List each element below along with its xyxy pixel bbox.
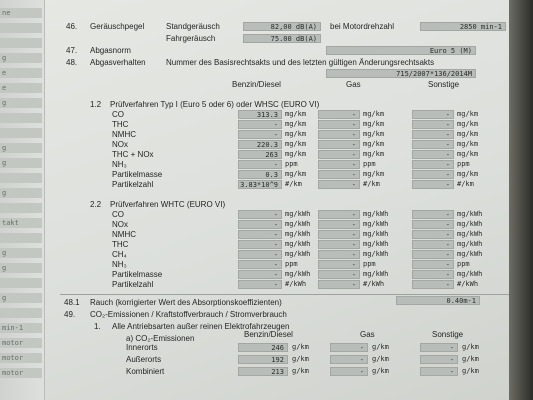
- row-label: THC: [112, 120, 129, 129]
- strip-cell: [0, 278, 42, 288]
- sonstige-value: -: [412, 130, 454, 139]
- benzin-unit: mg/kWh: [285, 240, 311, 248]
- exhaust-behaviour-label: Abgasverhalten: [90, 58, 146, 67]
- emission-standard-value: Euro 5 (M): [326, 46, 476, 55]
- benzin-unit: mg/km: [285, 170, 307, 178]
- drive-noise-label: Fahrgeräusch: [166, 34, 216, 43]
- sonstige-unit: #/km: [457, 180, 474, 188]
- co2-gas-unit: g/km: [372, 343, 389, 351]
- co2-row-label: Außerorts: [126, 355, 162, 364]
- gas-value: -: [318, 280, 360, 289]
- gas-unit: mg/km: [363, 140, 385, 148]
- benzin-unit: mg/kWh: [285, 270, 311, 278]
- benzin-unit: mg/km: [285, 150, 307, 158]
- motor-speed-label: bei Motordrehzahl: [330, 22, 395, 31]
- gas-unit: mg/km: [363, 130, 385, 138]
- gas-unit: mg/kWh: [363, 230, 389, 238]
- strip-cell: g: [0, 158, 42, 168]
- co2-benzin-value: 192: [238, 355, 288, 364]
- sonstige-unit: mg/kWh: [457, 220, 483, 228]
- gas-value: -: [318, 250, 360, 259]
- co2-sonstige-unit: g/km: [462, 343, 479, 351]
- benzin-value: 3.83*10^9: [238, 180, 282, 189]
- sonstige-value: -: [412, 250, 454, 259]
- motor-speed-value: 2850 min-1: [420, 22, 506, 31]
- strip-cell: g: [0, 248, 42, 258]
- row-label: CH₄: [112, 250, 127, 259]
- strip-cell: g: [0, 143, 42, 153]
- row-label: Partikelmasse: [112, 170, 163, 179]
- gas-value: -: [318, 180, 360, 189]
- gas-unit: ppm: [363, 160, 376, 168]
- benzin-unit: mg/km: [285, 120, 307, 128]
- gas-value: -: [318, 160, 360, 169]
- gas-unit: mg/kWh: [363, 220, 389, 228]
- row-label: THC: [112, 240, 129, 249]
- sonstige-value: -: [412, 210, 454, 219]
- gas-value: -: [318, 110, 360, 119]
- sonstige-value: -: [412, 260, 454, 269]
- left-page-strip: [0, 0, 45, 400]
- row-label: NOx: [112, 220, 128, 229]
- row-label: NMHC: [112, 130, 136, 139]
- sonstige-value: -: [412, 150, 454, 159]
- benzin-value: 220.3: [238, 140, 282, 149]
- sonstige-value: -: [412, 140, 454, 149]
- co2-gas-value: -: [330, 355, 368, 364]
- co2-row-label: Kombiniert: [126, 367, 165, 376]
- row-label: CO: [112, 210, 124, 219]
- item-number: 49.: [64, 310, 76, 319]
- sonstige-value: -: [412, 170, 454, 179]
- benzin-unit: mg/km: [285, 130, 307, 138]
- item-number: 48.1: [64, 298, 80, 307]
- gas-unit: #/km: [363, 180, 380, 188]
- co2-row-label: Innerorts: [126, 343, 158, 352]
- drive-types-label: Alle Antriebsarten außer reinen Elektrofahrzeugen: [112, 322, 290, 331]
- sonstige-unit: mg/km: [457, 140, 479, 148]
- gas-value: -: [318, 240, 360, 249]
- gas-unit: mg/km: [363, 110, 385, 118]
- benzin-value: -: [238, 280, 282, 289]
- item-number: 1.: [94, 322, 101, 331]
- sonstige-unit: mg/kWh: [457, 240, 483, 248]
- row-label: Partikelmasse: [112, 270, 163, 279]
- gas-value: -: [318, 230, 360, 239]
- divider: [60, 294, 510, 295]
- benzin-value: -: [238, 220, 282, 229]
- benzin-unit: ppm: [285, 160, 298, 168]
- sonstige-value: -: [412, 280, 454, 289]
- sonstige-unit: ppm: [457, 160, 470, 168]
- gas-value: -: [318, 210, 360, 219]
- strip-cell: e: [0, 68, 42, 78]
- gas-value: -: [318, 140, 360, 149]
- benzin-value: -: [238, 230, 282, 239]
- benzin-value: -: [238, 130, 282, 139]
- benzin-value: 0.3: [238, 170, 282, 179]
- photo-dark-edge: [509, 0, 533, 400]
- section-title: Prüfverfahren Typ I (Euro 5 oder 6) oder WHSC (EURO VI): [110, 100, 320, 109]
- sonstige-unit: mg/kWh: [457, 230, 483, 238]
- row-label: CO: [112, 110, 124, 119]
- gas-value: -: [318, 270, 360, 279]
- stationary-noise-value: 82,00 dB(A): [243, 22, 321, 31]
- strip-cell: g: [0, 263, 42, 273]
- section-number: 2.2: [90, 200, 102, 209]
- sonstige-value: -: [412, 270, 454, 279]
- sonstige-value: -: [412, 220, 454, 229]
- benzin-value: -: [238, 260, 282, 269]
- co2-gas-unit: g/km: [372, 355, 389, 363]
- benzin-unit: #/kWh: [285, 280, 307, 288]
- strip-cell: [0, 23, 42, 33]
- item-number: 47.: [66, 46, 78, 55]
- sonstige-value: -: [412, 110, 454, 119]
- sonstige-unit: #/kWh: [457, 280, 479, 288]
- co2-col-sonstige: Sonstige: [432, 330, 464, 339]
- strip-cell: [0, 173, 42, 183]
- row-label: NH₃: [112, 160, 127, 169]
- benzin-value: -: [238, 120, 282, 129]
- benzin-unit: ppm: [285, 260, 298, 268]
- benzin-unit: #/km: [285, 180, 302, 188]
- gas-value: -: [318, 220, 360, 229]
- strip-cell: ne: [0, 8, 42, 18]
- gas-value: -: [318, 150, 360, 159]
- noise-label: Geräuschpegel: [90, 22, 145, 31]
- sonstige-unit: mg/km: [457, 130, 479, 138]
- gas-unit: mg/km: [363, 170, 385, 178]
- gas-unit: mg/kWh: [363, 240, 389, 248]
- regulation-description: Nummer des Basisrechtsakts und des letzten gültigen Änderungsrechtsakts: [166, 58, 435, 67]
- gas-unit: #/kWh: [363, 280, 385, 288]
- benzin-value: -: [238, 250, 282, 259]
- strip-cell: [0, 38, 42, 48]
- co2-gas-value: -: [330, 367, 368, 376]
- gas-unit: ppm: [363, 260, 376, 268]
- sonstige-value: -: [412, 230, 454, 239]
- benzin-unit: mg/km: [285, 140, 307, 148]
- strip-cell: g: [0, 188, 42, 198]
- smoke-value: 0.40m-1: [396, 296, 480, 305]
- benzin-value: 263: [238, 150, 282, 159]
- sonstige-unit: mg/km: [457, 150, 479, 158]
- sonstige-unit: mg/km: [457, 170, 479, 178]
- sonstige-unit: mg/kWh: [457, 270, 483, 278]
- co2-sonstige-value: -: [420, 367, 458, 376]
- row-label: NH₃: [112, 260, 127, 269]
- sonstige-unit: mg/km: [457, 120, 479, 128]
- strip-cell: motor: [0, 353, 42, 363]
- item-number: 48.: [66, 58, 78, 67]
- strip-cell: motor: [0, 338, 42, 348]
- col-header-sonstige: Sonstige: [428, 80, 460, 89]
- col-header-gas: Gas: [346, 80, 361, 89]
- co2-sonstige-unit: g/km: [462, 367, 479, 375]
- co2-benzin-unit: g/km: [292, 343, 309, 351]
- section-number: 1.2: [90, 100, 102, 109]
- strip-cell: motor: [0, 368, 42, 378]
- benzin-value: 313.3: [238, 110, 282, 119]
- strip-cell: g: [0, 98, 42, 108]
- co2-benzin-value: 213: [238, 367, 288, 376]
- benzin-value: -: [238, 270, 282, 279]
- benzin-unit: mg/km: [285, 110, 307, 118]
- strip-cell: g: [0, 293, 42, 303]
- col-header-benzin: Benzin/Diesel: [232, 80, 281, 89]
- co2-sonstige-value: -: [420, 355, 458, 364]
- emission-standard-label: Abgasnorm: [90, 46, 131, 55]
- sonstige-unit: mg/kWh: [457, 250, 483, 258]
- gas-value: -: [318, 120, 360, 129]
- co2-consumption-label: CO₂-Emissionen / Kraftstoffverbrauch / Stromverbrauch: [90, 310, 287, 319]
- drive-noise-value: 75.00 dB(A): [243, 34, 321, 43]
- row-label: NOx: [112, 140, 128, 149]
- sonstige-unit: ppm: [457, 260, 470, 268]
- row-label: THC + NOx: [112, 150, 154, 159]
- benzin-value: -: [238, 240, 282, 249]
- co2-benzin-unit: g/km: [292, 355, 309, 363]
- strip-cell: g: [0, 53, 42, 63]
- stationary-noise-label: Standgeräusch: [166, 22, 220, 31]
- co2-benzin-unit: g/km: [292, 367, 309, 375]
- row-label: Partikelzahl: [112, 280, 154, 289]
- gas-value: -: [318, 260, 360, 269]
- gas-value: -: [318, 170, 360, 179]
- co2-col-gas: Gas: [360, 330, 375, 339]
- benzin-unit: mg/kWh: [285, 230, 311, 238]
- benzin-value: -: [238, 210, 282, 219]
- strip-cell: [0, 203, 42, 213]
- strip-cell: [0, 113, 42, 123]
- row-label: NMHC: [112, 230, 136, 239]
- sonstige-value: -: [412, 240, 454, 249]
- gas-unit: mg/km: [363, 150, 385, 158]
- sonstige-value: -: [412, 160, 454, 169]
- benzin-value: -: [238, 160, 282, 169]
- strip-cell: [0, 308, 42, 318]
- item-number: 46.: [66, 22, 78, 31]
- smoke-label: Rauch (korrigierter Wert des Absorptionskoeffizienten): [90, 298, 282, 307]
- co2-emissions-label: a) CO₂-Emissionen: [126, 334, 195, 343]
- row-label: Partikelzahl: [112, 180, 154, 189]
- benzin-unit: mg/kWh: [285, 250, 311, 258]
- section-title: Prüfverfahren WHTC (EURO VI): [110, 200, 226, 209]
- co2-sonstige-unit: g/km: [462, 355, 479, 363]
- benzin-unit: mg/kWh: [285, 210, 311, 218]
- sonstige-value: -: [412, 180, 454, 189]
- co2-sonstige-value: -: [420, 343, 458, 352]
- gas-unit: mg/kWh: [363, 270, 389, 278]
- strip-cell: min-1: [0, 323, 42, 333]
- sonstige-unit: mg/kWh: [457, 210, 483, 218]
- co2-gas-unit: g/km: [372, 367, 389, 375]
- sonstige-unit: mg/km: [457, 110, 479, 118]
- regulation-value: 715/2007*136/2014M: [326, 69, 476, 78]
- co2-col-benzin: Benzin/Diesel: [244, 330, 293, 339]
- gas-value: -: [318, 130, 360, 139]
- strip-cell: e: [0, 83, 42, 93]
- sonstige-value: -: [412, 120, 454, 129]
- gas-unit: mg/kWh: [363, 210, 389, 218]
- co2-gas-value: -: [330, 343, 368, 352]
- benzin-unit: mg/kWh: [285, 220, 311, 228]
- strip-cell: takt: [0, 218, 42, 228]
- strip-cell: [0, 128, 42, 138]
- gas-unit: mg/km: [363, 120, 385, 128]
- gas-unit: mg/kWh: [363, 250, 389, 258]
- strip-cell: [0, 233, 42, 243]
- co2-benzin-value: 246: [238, 343, 288, 352]
